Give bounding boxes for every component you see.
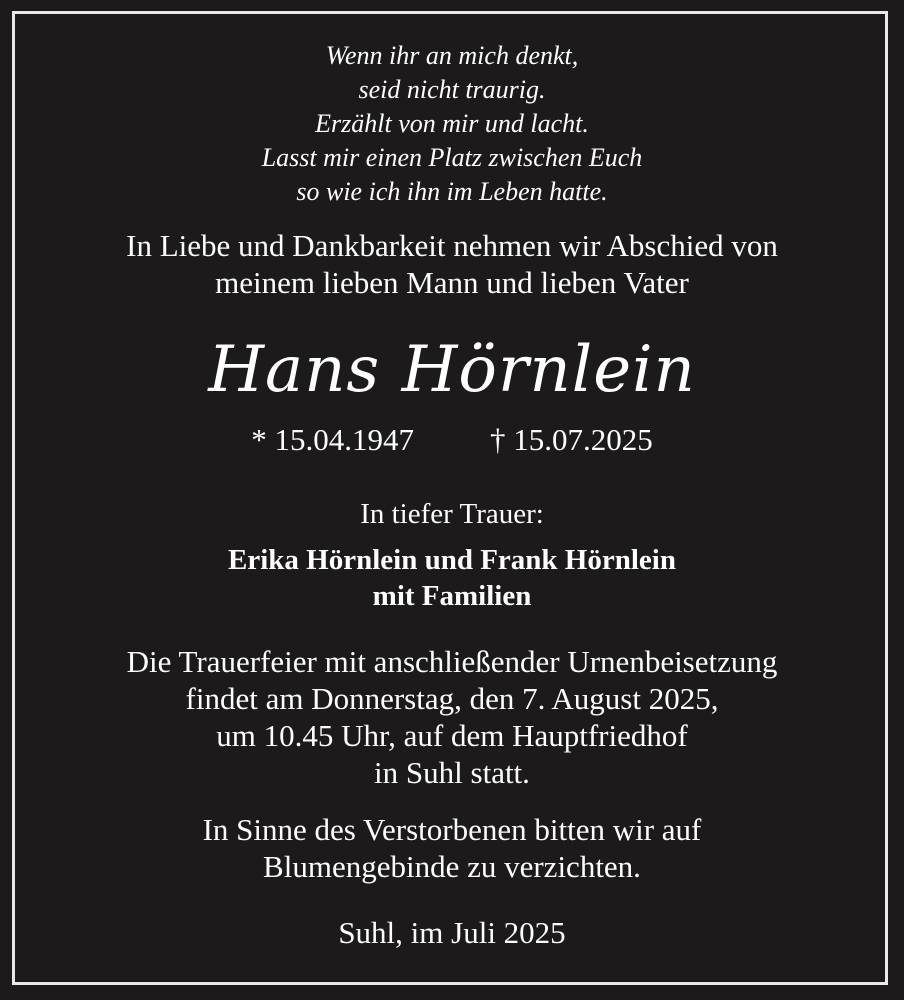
mourners-line: Erika Hörnlein und Frank Hörnlein — [228, 544, 676, 576]
request-line: Blumengebinde zu verzichten. — [263, 849, 641, 884]
poem-line: seid nicht traurig. — [358, 75, 546, 104]
intro-line: In Liebe und Dankbarkeit nehmen wir Abschied von — [126, 228, 778, 263]
poem-line: Lasst mir einen Platz zwischen Euch — [261, 143, 643, 172]
birth-date: * 15.04.1947 — [251, 422, 414, 457]
death-date: † 15.07.2025 — [490, 422, 653, 457]
life-dates — [0, 422, 904, 458]
mourners-line: mit Familien — [372, 580, 532, 612]
poem-line: Wenn ihr an mich denkt, — [325, 41, 579, 70]
poem-line: so wie ich ihn im Leben hatte. — [296, 177, 608, 206]
mourning-label: In tiefer Trauer: — [360, 498, 544, 530]
ceremony-line: um 10.45 Uhr, auf dem Hauptfriedhof — [216, 718, 688, 753]
intro-line: meinem lieben Mann und lieben Vater — [215, 265, 689, 300]
poem-line: Erzählt von mir und lacht. — [315, 109, 589, 138]
ceremony-line: in Suhl statt. — [374, 755, 530, 790]
deceased-name: Hans Hörnlein — [208, 333, 696, 407]
ceremony-line: Die Trauerfeier mit anschließender Urnenbeisetzung — [126, 644, 778, 679]
ceremony-line: findet am Donnerstag, den 7. August 2025, — [185, 681, 719, 716]
place-date: Suhl, im Juli 2025 — [338, 915, 566, 950]
request-line: In Sinne des Verstorbenen bitten wir auf — [202, 812, 702, 847]
